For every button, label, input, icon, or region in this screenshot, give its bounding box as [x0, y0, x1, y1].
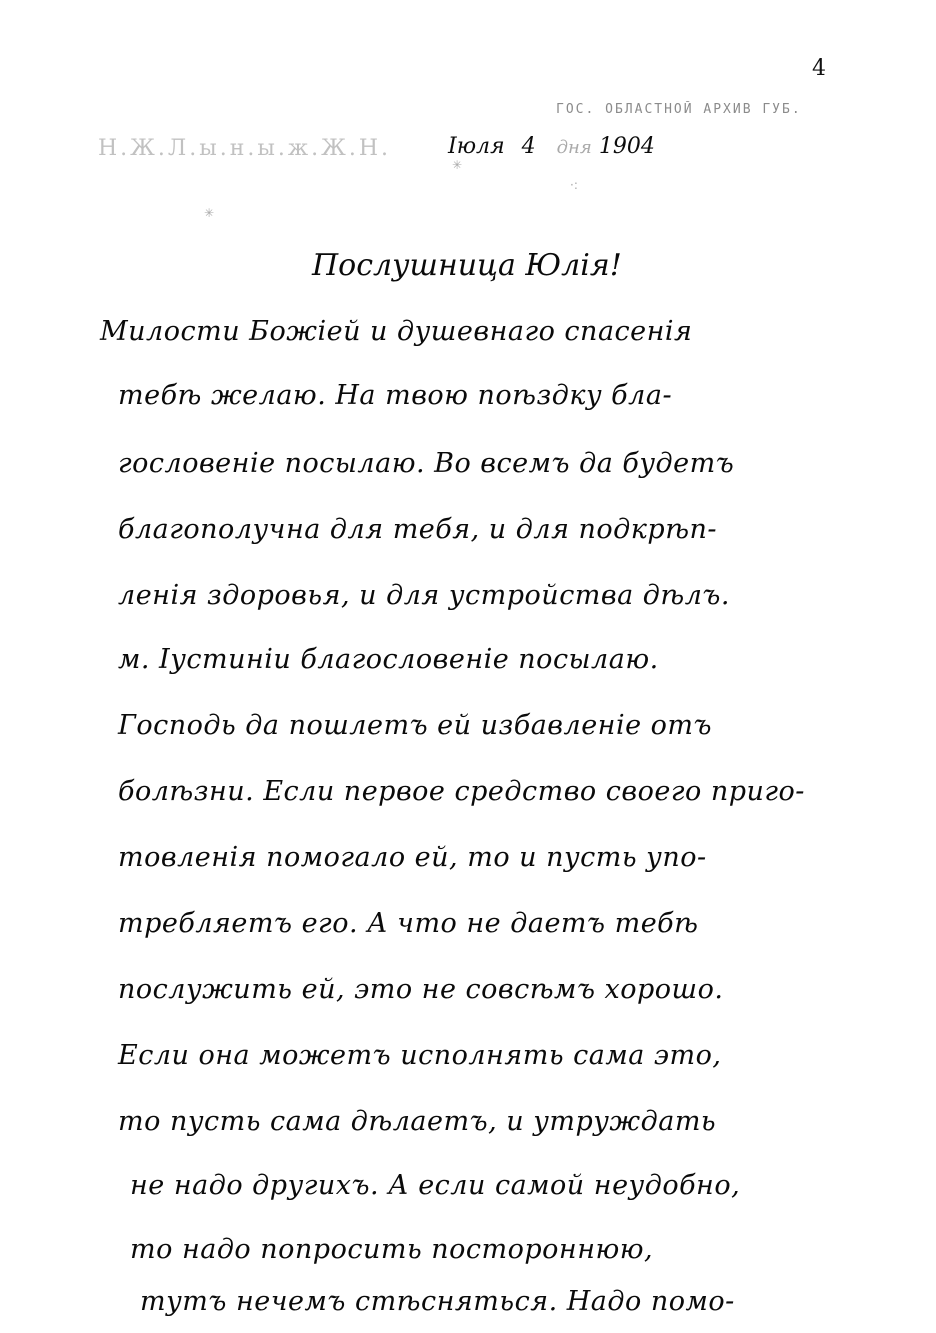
- letter-line: Если она можетъ исполнять сама это,: [118, 1040, 722, 1071]
- letter-line: Господь да пошлетъ ей избавленіе отъ: [118, 710, 713, 741]
- letter-line: не надо другихъ. А если самой неудобно,: [130, 1170, 741, 1201]
- letter-line: болѣзни. Если первое средство своего приго-: [118, 776, 805, 807]
- letter-line: Милости Божіей и душевнаго спасенія: [100, 316, 693, 347]
- letter-greeting: Послушница Юлія!: [312, 248, 622, 283]
- ink-smudge-mark: ·:: [570, 178, 578, 192]
- letter-line: тутъ нечемъ стѣсняться. Надо помо-: [140, 1286, 735, 1317]
- letter-line: тебѣ желаю. На твою поѣздку бла-: [118, 380, 673, 411]
- date-year: 1904: [598, 134, 655, 159]
- page-number: 4: [812, 56, 826, 81]
- letter-line: гословеніе посылаю. Во всемъ да будетъ: [118, 448, 735, 479]
- letter-line: м. Іустиніи благословеніе посылаю.: [118, 644, 659, 675]
- ink-smudge-mark: ✳: [204, 206, 215, 220]
- letter-line: послужить ей, это не совсѣмъ хорошо.: [118, 974, 724, 1005]
- letter-line: товленія помогало ей, то и пусть упо-: [118, 842, 707, 873]
- letter-line: то надо попросить постороннюю,: [130, 1234, 654, 1265]
- archive-stamp-right: ГОС. ОБЛАСТНОЙ АРХИВ ГУБ.: [556, 102, 802, 117]
- archive-stamp-left: Н.Ж.Л.ы.н.ы.ж.Ж.Н.: [98, 136, 392, 161]
- letter-line: благополучна для тебя, и для подкрѣп-: [118, 514, 718, 545]
- date-month: Іюля: [448, 134, 505, 159]
- letter-line: ленія здоровья, и для устройства дѣлъ.: [118, 580, 731, 611]
- letter-line: то пусть сама дѣлаетъ, и утруждать: [118, 1106, 717, 1137]
- date-faint-word: дня: [556, 137, 592, 158]
- date-day: 4: [521, 134, 536, 159]
- ink-smudge-mark: ✳: [452, 158, 463, 172]
- letter-line: требляетъ его. А что не даетъ тебѣ: [118, 908, 699, 939]
